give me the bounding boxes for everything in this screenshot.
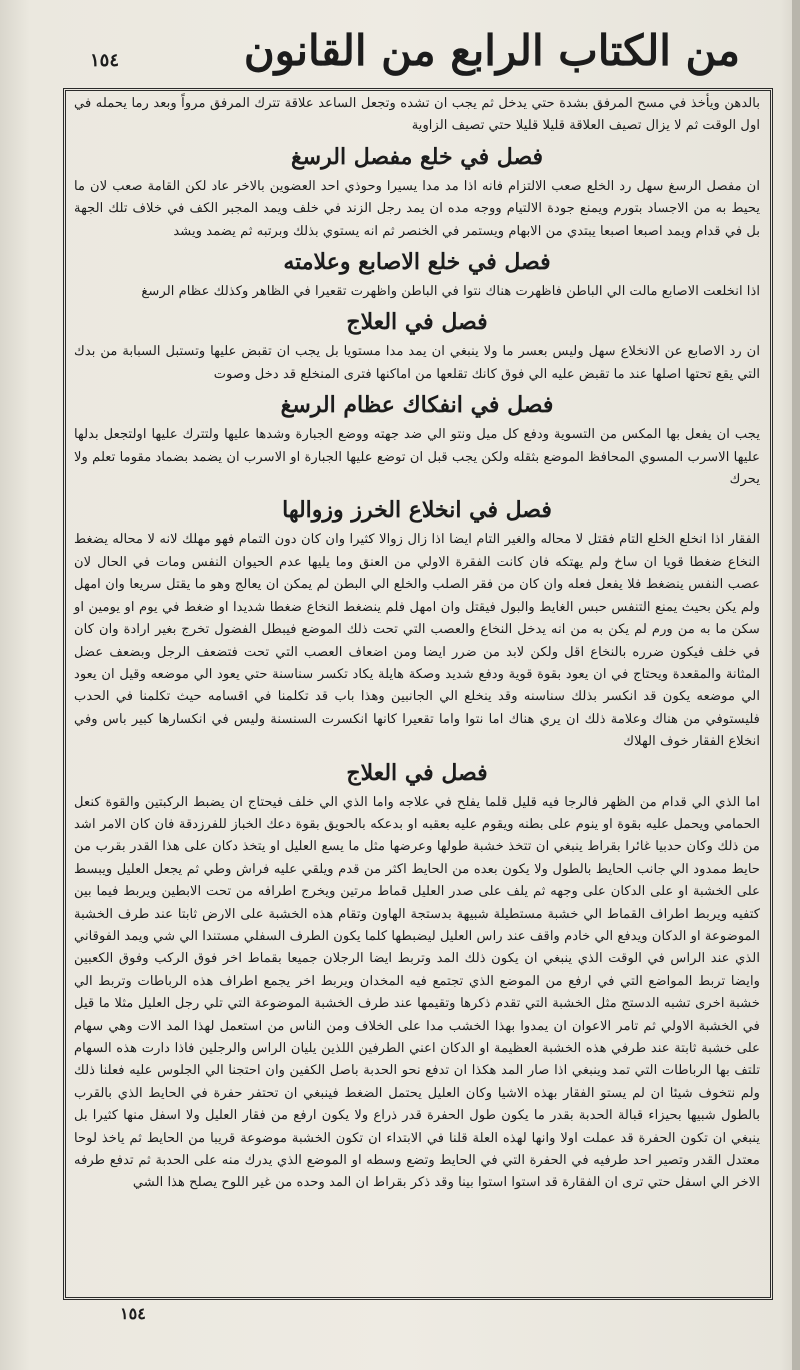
- text-frame: [63, 88, 773, 1300]
- intro-paragraph: بالدهن ويأخذ في مسح المرفق بشدة حتي يدخل ثم يجب ان تشده وتجعل الساعد علاقة تترك المرفق مرواً وبعد رما يحمله في اول الوقت ثم لا يزال تصيف العلاقة قليلا قليلا حتي تصيف الزاوية: [74, 96, 760, 134]
- section-heading: فصل في انخلاع الخرز وزوالها: [282, 497, 552, 524]
- running-title: من الكتاب الرابع من القانون: [243, 26, 740, 75]
- section-heading: فصل في العلاج: [346, 759, 488, 786]
- section-heading: فصل في خلع مفصل الرسغ: [290, 143, 544, 170]
- section-paragraph: الفقار اذا انخلع الخلع التام فقتل لا محاله والغير التام ايضا اذا زال زوالا كثيرا وان كان دون التمام فهو مهلك لانه لا محاله يضغط النخاع ضغطا قويا ان ساخ ولم يهتكه فان كانت الفقرة الاولي من العنق وما يليها عدم الحيوان النفس ومات في الحال لان عصب النفس ينضغط فلا يفعل فعله وان كان من فقر الصلب والخلع الي البطن لم يمكن ان يعالج وهو ما يقتل سريعا وان امهل ولم يكن بحيث يمنع التنفس حبس الغايط والبول فيقتل وان امهل فلم ينضغط النخاع ضغطا شديدا او ضغط في يوم او يومين او سكن ما به من ورم لم يكن به من انه يدخل النخاع والعصب التي تحت ذلك الموضع فيبطل الفضول تخرج بغير ارادة وان كان في خلف فيكون ضرره بالنخاع اقل ولكن لابد من ضرر ايضا ومن اضعاف العصب التي تحت فتضعف الرجل وبضعف عضل المثانة والمقعدة ويحتاج في ان يعود بقوة قوية ودفع شديد وصكة هايلة يكاد تكسر سناسنة حتي يعود الي موضعه وقيل ان يعود الي موضعه يكون قد انكسر بذلك سناسنه وقد ينخلع الي الجانبين وهذا باب قد تكلمنا في اقسامه حيث تكلمنا في الحدب فليستوفي من هناك وعلامة ذلك ان يري هناك اما نتوا واما تقعيرا كانها انكسرت السنسنة وليس في انكسارها كبير باس وفي انخلاع الفقار خوف الهلاك: [74, 532, 760, 750]
- section-paragraph: يجب ان يفعل بها المكس من التسوية ودفع كل ميل ونتو الي ضد جهته ووضع الجبارة وشدها عليها ولتترك عليها اولتجعل بدلها عليها الاسرب المسوي المحافظ الموضع بثقله ولكن يجب قبل ان توضع عليها الجبارة او الاسرب ان يضمد بضماد مقوما تعلم ولا يحرك: [74, 427, 760, 488]
- section-heading: فصل في انفكاك عظام الرسغ: [280, 392, 554, 419]
- section-paragraph: اما الذي الي قدام من الظهر فالرجا فيه قليل قلما يفلح في علاجه واما الذي الي خلف فيحتاج ان يضبط الركبتين والقوة كنعل الحمامي ويحمل عليه بقوة او ينوم على بطنه ويقوم عليه بعقبه او بدعكه بالحويق بقوة دعك الخباز للفرزدقة فان كان الامر اشد من ذلك وكان حدبيا غائرا بقراط ينبغي ان تتخذ خشبة طولها وعرضها مثل ما يسع العليل او يتخذ دكان على هذا القدر بقرب من حايط ممدود الي جانب الحايط بالطول ولا يكون بعده من الحايط اكثر من قدم ويلقي عليه فراش وطي ثم يجعل العليل ويبسط على الخشبة او على الدكان على وجهه ثم يلف على صدر العليل قماط مرتين ويخرج اطرافه من تحت الابطين ويربط فيما بين كتفيه ويربط اطراف القماط الي خشبة مستطيلة شبيهة بدستجة الهاون وتقام هذه الخشبة على الارض ثابتا عند طرف الخشبة الموضوعة او الدكان ويدفع الي خادم واقف عند راس العليل ليضبطها كلما يكون الطرف السفلي مستندا الي شي ويمد الفوقاني الذي عند الراس في الوقت الذي ينبغي ان يكون ذلك المد وتربط ايضا الرجلان جميعا بقماط اخر فوق الركب وفوق الكعبين وايضا تربط المواضع التي في ارفع من الموضع الذي تجتمع فيه المخدان ويربط اخر يجمع اطراف هذه الرباطات وتربط الي خشبة اخرى تشبه الدستج مثل الخشبة التي تقدم ذكرها وتقيمها عند طرف الخشبة الموضوعة التي تلي رجل العليل مثلا ما قيل في الخشبة الاولي ثم تامر الاعوان ان يمدوا بهذا الخشب مدا على الخلاف ومن الناس من استعمل لهذا المد الات وهي سهام على خشبة ثابتة عند طرفي هذه الخشبة العظيمة او الدكان اعني الطرفين اللذين يليان الراس والرجلين فاذا دارت هذه السهام تلتف بها الرباطات التي تمد وينبغي اذا صار المد هكذا ان تدفع نحو الحدبة باصل الكفين وان احتجنا الي الجلوس عليه فعلنا ذلك ولم نتخوف شيئا ان لم يستو الفقار بهذه الاشيا وكان العليل يحتمل الضغط فينبغي ان تحتفر حفرة في الحايط الذي بالقرب بالطول شبيها بحيزاء قبالة الحدبة بقدر ما يكون طول الحفرة قدر ذراع ولا يكون ارفع من فقار العليل ولا اسفل منها كثيرا بل ينبغي ان تكون الحفرة قد عملت اولا وانها لهذه العلة قلنا في الابتداء ان تكون الخشبة موضوعة قريبا من الحايط ثم ياخذ لوحا معتدل القدر وتصير احد طرفيه في الحفرة التي في الحايط وتضع وسطه او الموضع الذي يدرك منه على الحدبة ثم تدفع طرفه الاخر الي اسفل حتي ترى ان الفقارة قد استوا استوا بينا وقد ذكر بقراط ان المد وحده من غير اللوح يصلح هذا الشي: [74, 794, 760, 1191]
- binding-edge: [792, 0, 800, 1370]
- section-paragraph: ان رد الاصابع عن الانخلاع سهل وليس بعسر ما ولا ينبغي ان يمد مدا مستويا بل يجب ان تقبض عليها وتستبل السبابة من بدك التي يقع تحتها اصلها عند ما تقبض عليه الي فوق كانك تقلعها من اماكنها فترى المنخلع قد دخل وصوت: [74, 344, 760, 382]
- section-paragraph: اذا انخلعت الاصابع مالت الي الباطن فاظهرت هناك نتوا في الباطن واظهرت تقعيرا في الظاهر وكذلك عظام الرسغ: [141, 284, 760, 300]
- header-page-number: ١٥٤: [90, 50, 120, 71]
- main-text: [74, 93, 760, 1293]
- footer-page-number: ١٥٤: [120, 1304, 146, 1323]
- section-heading: فصل في العلاج: [346, 309, 488, 336]
- section-heading: فصل في خلع الاصابع وعلامته: [283, 249, 551, 276]
- section-paragraph: ان مفصل الرسغ سهل رد الخلع صعب الالتزام فانه اذا مد مدا يسيرا وحوذي احد العضوين بالاخر عاد لكن القامة صعب لان ما يحيط به من الاجساد بتورم ويمنع جودة الالتيام ووجه مده ان يمد رجل الزند في خلف ويمد المجبر الكف في خلاف تلك الجهة بل في قدام ويمد اصبعا اصبعا يبتدي من الابهام ويستمر في الخنصر ثم انه يستوي بذلك وبرتبه ثم يضمد ويشد: [74, 178, 760, 239]
